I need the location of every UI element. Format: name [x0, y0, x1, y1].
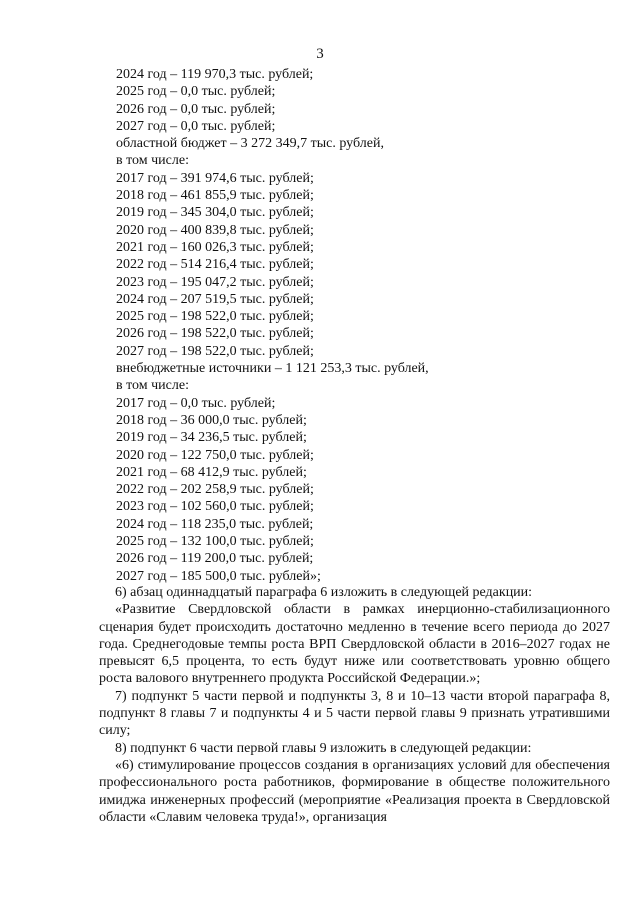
- quoted-development-paragraph: «Развитие Свердловской области в рамках инерционно-стабилизационного сценария будет происходить достаточно медленно в течение всего периода до 2027 года. Среднегодовые темпы роста ВРП Свердловской области в 2016–2027 годах не превысят 6,5 процента, то есть будут ниже или соответствовать уровню общего роста валового внутреннего продукта Российской Федерации.»;: [99, 602, 610, 687]
- list-line: областной бюджет – 3 272 349,7 тыс. рублей,: [116, 136, 384, 152]
- list-line: 2020 год – 400 839,8 тыс. рублей;: [116, 222, 314, 238]
- list-line: 2025 год – 0,0 тыс. рублей;: [116, 84, 276, 100]
- list-line: 2025 год – 132 100,0 тыс. рублей;: [116, 534, 314, 550]
- list-line: 2025 год – 198 522,0 тыс. рублей;: [116, 309, 314, 325]
- list-line: 2024 год – 119 970,3 тыс. рублей;: [116, 67, 314, 82]
- list-line: 2027 год – 198 522,0 тыс. рублей;: [116, 343, 314, 359]
- list-line: 2026 год – 198 522,0 тыс. рублей;: [116, 326, 314, 342]
- list-line: 2019 год – 34 236,5 тыс. рублей;: [116, 430, 307, 446]
- page-number: 3: [316, 46, 324, 62]
- list-line: в том числе:: [116, 153, 189, 169]
- paragraph-8-amendment: 8) подпункт 6 части первой главы 9 изложить в следующей редакции:: [115, 740, 532, 756]
- list-line: 2023 год – 195 047,2 тыс. рублей;: [116, 274, 314, 290]
- list-line: 2021 год – 68 412,9 тыс. рублей;: [116, 464, 307, 480]
- list-line: 2024 год – 118 235,0 тыс. рублей;: [116, 516, 314, 532]
- list-line: 2017 год – 0,0 тыс. рублей;: [116, 395, 276, 411]
- list-line: в том числе:: [116, 378, 189, 394]
- list-line: 2022 год – 202 258,9 тыс. рублей;: [116, 482, 314, 498]
- quoted-subparagraph-6: «6) стимулирование процессов создания в организациях условий для обеспечения профессионального роста работников, формирование в обществе положительного имиджа инженерных профессий (мероприятие «Реализация проекта в Свердловской области «Славим человека труда!», организация: [99, 757, 610, 825]
- list-line: 2018 год – 461 855,9 тыс. рублей;: [116, 188, 314, 204]
- list-line: 2018 год – 36 000,0 тыс. рублей;: [116, 412, 307, 428]
- list-line: внебюджетные источники – 1 121 253,3 тыс. рублей,: [116, 361, 429, 377]
- body-text: [100, 584, 610, 826]
- list-line: 2020 год – 122 750,0 тыс. рублей;: [116, 447, 314, 463]
- list-line: 2023 год – 102 560,0 тыс. рублей;: [116, 499, 314, 515]
- paragraph-7-amendment: 7) подпункт 5 части первой и подпункты 3, 8 и 10–13 части второй параграфа 8, подпункт 8 главы 7 и подпункты 4 и 5 части первой главы 9 признать утратившими силу;: [99, 688, 610, 739]
- list-line: 2026 год – 0,0 тыс. рублей;: [116, 101, 276, 117]
- list-line: 2026 год – 119 200,0 тыс. рублей;: [116, 551, 314, 567]
- funding-list: [116, 66, 429, 585]
- list-line: 2019 год – 345 304,0 тыс. рублей;: [116, 205, 314, 221]
- list-line: 2027 год – 0,0 тыс. рублей;: [116, 118, 276, 134]
- list-line: 2024 год – 207 519,5 тыс. рублей;: [116, 291, 314, 307]
- list-line: 2022 год – 514 216,4 тыс. рублей;: [116, 257, 314, 273]
- list-line: 2027 год – 185 500,0 тыс. рублей»;: [116, 568, 321, 584]
- list-line: 2021 год – 160 026,3 тыс. рублей;: [116, 239, 314, 255]
- paragraph-6-amendment: 6) абзац одиннадцатый параграфа 6 изложить в следующей редакции:: [115, 585, 533, 600]
- list-line: 2017 год – 391 974,6 тыс. рублей;: [116, 170, 314, 186]
